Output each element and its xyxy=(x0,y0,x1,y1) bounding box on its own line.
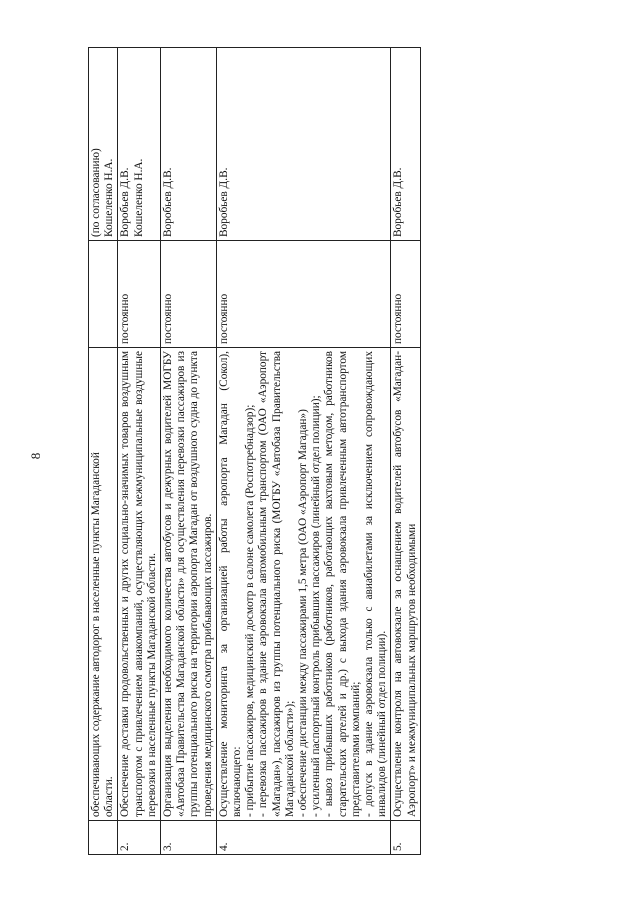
activity-text: Осуществление контроля на автовокзале за оснащением водителей автобусов «Магадан-Аэропорт» и межмуниципальных маршрутов необходимыми xyxy=(392,351,418,817)
responsible-cell xyxy=(118,48,161,241)
responsible-name: Воробьев Д.В. xyxy=(392,167,405,237)
activity-text: Обеспечение доставки продовольственных и других социально-значимых товаров воздушным транспортом с привлечением авиакомпаний, осуществляющих межмуниципальные воздушные перевозки в населенные пункты Магаданской области. xyxy=(119,351,158,817)
activity-text: обеспечивающих содержание автодорог в населенные пункты Магаданской xyxy=(90,452,102,817)
row-number: 5. xyxy=(391,821,420,855)
rotated-page-content xyxy=(88,48,620,855)
responsible-cell xyxy=(216,48,391,241)
term-cell: постоянно xyxy=(118,241,161,348)
term-cell: постоянно xyxy=(216,241,391,348)
activity-cell xyxy=(161,348,217,821)
activity-cell xyxy=(89,348,118,821)
term-cell: постоянно xyxy=(161,241,217,348)
row-number: 2. xyxy=(118,821,161,855)
activity-text: - усиленный паспортный контроль прибывших пассажиров (линейный отдел полиции); xyxy=(310,395,323,817)
responsible-cell xyxy=(391,48,420,241)
responsible-cell xyxy=(161,48,217,241)
activity-cell xyxy=(391,348,420,821)
row-number: 4. xyxy=(216,821,391,855)
activity-text: - допуск в здание аэровокзала только с авиабилетами за исключением сопровождающих инвалидов (линейный отдел полиции). xyxy=(363,351,389,817)
activity-text: Осуществление мониторинга за организацией работы аэропорта Магадан (Сокол), включающего: xyxy=(217,351,244,817)
term-cell: постоянно xyxy=(391,241,420,348)
table-row xyxy=(216,48,391,855)
table-row xyxy=(118,48,161,855)
activity-text: Организация выделения необходимого количества автобусов и дежурных водителей МОГБУ «Автобаза Правительства Магаданской области» для осуществления перевозки пассажиров из группы потенциального риска на территории аэропорта Магадан от воздушного судна до пункта проведения медицинского осмотра прибывающих пассажиров. xyxy=(162,351,214,817)
activity-cell xyxy=(118,348,161,821)
responsible-name: Воробьев Д.В. xyxy=(119,167,132,237)
term-cell xyxy=(89,241,118,348)
responsible-name: (по согласованию) xyxy=(90,148,102,237)
measures-table xyxy=(88,47,421,855)
table-row xyxy=(161,48,217,855)
activity-text: - прибытие пассажиров, медицинский досмотр в салоне самолета (Роспотребнадзор); xyxy=(244,404,257,817)
responsible-name: Кошеленко Н.А. xyxy=(132,158,145,237)
row-number xyxy=(89,821,118,855)
table-row xyxy=(89,48,118,855)
activity-cell xyxy=(216,348,391,821)
page-number: 8 xyxy=(28,452,43,460)
table-row xyxy=(391,48,420,855)
responsible-cell xyxy=(89,48,118,241)
activity-text: - перевозка пассажиров в здание аэровокзала автомобильным транспортом (ОАО «Аэропорт «Магадан»), пассажиров из группы потенциального риска (МОГБУ «Автобаза Правительства Магаданской области»); xyxy=(257,351,296,817)
responsible-name: Воробьев Д.В. xyxy=(162,167,175,237)
row-number: 3. xyxy=(161,821,217,855)
activity-text: - обеспечение дистанции между пассажирами 1,5 метра (ОАО «Аэропорт Магадан») xyxy=(297,409,310,817)
activity-text: - вывоз прибывших работников (работников, работающих вахтовым методом, работников старательских артелей и др.) с выхода здания аэровокзала привлеченным автотранспортом представителями компаний; xyxy=(323,351,362,817)
responsible-name: Кошеленко Н.А. xyxy=(103,158,116,237)
activity-text: области. xyxy=(103,776,116,817)
responsible-name: Воробьев Д.В. xyxy=(217,167,230,237)
